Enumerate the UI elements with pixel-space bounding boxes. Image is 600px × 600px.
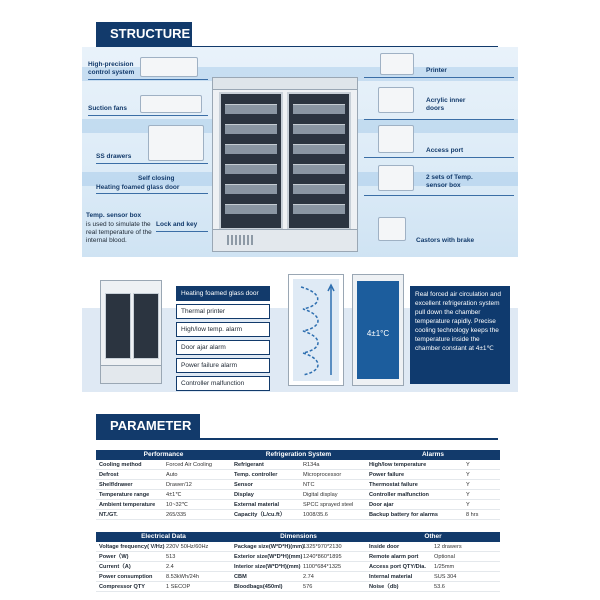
- table-row: [96, 460, 231, 470]
- param-label: Cooling method: [99, 462, 142, 468]
- feature-item: Thermal printer: [176, 304, 270, 319]
- table-row: [96, 542, 231, 552]
- param-value: SPCC sprayed steel: [303, 502, 354, 508]
- param-label: High/low temperature: [369, 462, 427, 468]
- label-suction-fans: Suction fans: [88, 105, 128, 112]
- param-label: Interior size(W*D*H)(mm): [234, 564, 301, 570]
- table-row: [231, 582, 366, 592]
- label-sensor-box: 2 sets of Temp. sensor box: [426, 174, 473, 189]
- callout-line: [156, 231, 208, 232]
- fridge-thumbnail: [100, 280, 162, 384]
- label-temp-box-desc: is used to simulate the real temperature of the internal blood.: [86, 221, 152, 244]
- table-row: [366, 510, 500, 520]
- callout-line: [364, 157, 514, 158]
- table-row: [231, 460, 366, 470]
- param-value: R134a: [303, 462, 320, 468]
- table-row: [366, 490, 500, 500]
- param-value: 2.4: [166, 564, 174, 570]
- fridge-left-door: [219, 92, 283, 230]
- structure-header: [96, 22, 498, 48]
- label-lock-key: Lock and key: [156, 221, 198, 228]
- param-value: 53.6: [434, 584, 445, 590]
- airflow-description: Real forced air circulation and excellent refrigeration system pull down the chamber temperature rapidly. Precise cooling technology keeps the temperature inside the chamber constant at 4±1℃: [410, 286, 510, 384]
- label-castors: Castors with brake: [416, 237, 475, 244]
- param-value: 220V 50Hz/60Hz: [166, 544, 209, 550]
- param-value: Auto: [166, 472, 178, 478]
- electrical-table: [96, 532, 231, 592]
- param-label: Controller malfunction: [369, 492, 429, 498]
- parameter-header: [96, 414, 498, 440]
- chamber-temp: 4±1°C: [366, 329, 390, 338]
- param-label: Noise（db): [369, 584, 399, 590]
- vent-grille: [227, 235, 253, 245]
- param-value: 1100*684*1325: [303, 564, 342, 570]
- airflow-arrows: [293, 279, 339, 381]
- param-value: NTC: [303, 482, 315, 488]
- table-row: [366, 500, 500, 510]
- param-label: Thermostat failure: [369, 482, 418, 488]
- param-value: 8.53kWh/24h: [166, 574, 199, 580]
- control-panel-image: [140, 57, 198, 77]
- param-value: SUS 304: [434, 574, 457, 580]
- table-row: [231, 542, 366, 552]
- table-row: [231, 480, 366, 490]
- structure-panel: [82, 47, 518, 257]
- ss-drawers-image: [148, 125, 204, 161]
- fridge-base: [213, 229, 357, 251]
- param-value: 1240*860*1895: [303, 554, 342, 560]
- param-label: Access port QTY/Dia.: [369, 564, 426, 570]
- feature-item: Heating foamed glass door: [176, 286, 270, 301]
- other-table: [366, 532, 500, 592]
- param-value: 12 drawers: [434, 544, 462, 550]
- callout-line: [96, 193, 208, 194]
- table-row: [366, 572, 500, 582]
- table-header: Alarms: [366, 450, 500, 460]
- param-value: Optional: [434, 554, 455, 560]
- table-row: [231, 572, 366, 582]
- dimensions-table: [231, 532, 366, 592]
- callout-line: [364, 77, 514, 78]
- fridge-top-panel: [213, 78, 357, 90]
- label-self-closing: Self closing: [138, 175, 175, 182]
- fridge-right-door: [133, 293, 159, 359]
- table-row: [96, 572, 231, 582]
- parameter-rule: [96, 438, 498, 440]
- param-label: Power failure: [369, 472, 405, 478]
- label-heating-glass: Heating foamed glass door: [96, 184, 180, 191]
- label-ss-drawers: SS drawers: [96, 153, 132, 160]
- param-label: Exterior size(W*D*H)(mm): [234, 554, 303, 560]
- table-row: [96, 510, 231, 520]
- feature-row: [82, 272, 518, 392]
- table-row: [96, 480, 231, 490]
- suction-fans-image: [140, 95, 202, 113]
- feature-item: Controller malfunction: [176, 376, 270, 391]
- refrigeration-table: [231, 450, 366, 520]
- label-high-precision: High-precision control system: [88, 61, 135, 76]
- param-value: Drawer/12: [166, 482, 192, 488]
- param-label: Current（A): [99, 564, 131, 570]
- callout-line: [88, 115, 208, 116]
- param-value: Forced Air Cooling: [166, 462, 213, 468]
- param-value: 10~32℃: [166, 502, 188, 508]
- param-label: Power consumption: [99, 574, 153, 580]
- param-label: Package size(W*D*H)(mm): [234, 544, 304, 550]
- param-value: Y: [466, 482, 470, 488]
- table-header: Performance: [96, 450, 231, 460]
- printer-image: [380, 53, 414, 75]
- param-value: Microprocessor: [303, 472, 342, 478]
- table-header: Refrigeration System: [231, 450, 366, 460]
- param-value: 1 SECOP: [166, 584, 191, 590]
- label-access-port: Access port: [426, 147, 464, 154]
- param-label: Remote alarm port: [369, 554, 419, 560]
- airflow-diagram: [288, 274, 344, 386]
- fridge-image: [212, 77, 358, 252]
- label-acrylic: Acrylic inner doors: [426, 97, 466, 112]
- param-value: 1008/35.6: [303, 512, 328, 518]
- param-label: Capacity（L/cu.ft）: [234, 512, 286, 518]
- param-value: Y: [466, 462, 470, 468]
- param-value: 576: [303, 584, 313, 590]
- feature-item: Door ajar alarm: [176, 340, 270, 355]
- table-row: [366, 470, 500, 480]
- param-label: Compressor QTY: [99, 584, 146, 590]
- param-label: Backup battery for alarms: [369, 512, 439, 518]
- table-row: [366, 552, 500, 562]
- param-value: Digital display: [303, 492, 338, 498]
- table-row: [231, 510, 366, 520]
- table-row: [96, 582, 231, 592]
- acrylic-door-image: [378, 87, 414, 113]
- performance-table: [96, 450, 231, 520]
- param-value: 265/335: [166, 512, 187, 518]
- table-row: [96, 552, 231, 562]
- callout-line: [364, 119, 514, 120]
- table-header: Electrical Data: [96, 532, 231, 542]
- param-label: Sensor: [234, 482, 253, 488]
- param-value: 2.74: [303, 574, 314, 580]
- param-label: NT./GT.: [99, 512, 118, 518]
- param-label: Power（W): [99, 554, 129, 560]
- table-header: Other: [366, 532, 500, 542]
- fridge-base: [101, 365, 161, 383]
- param-value: 1325*970*2130: [303, 544, 342, 550]
- param-label: Internal material: [369, 574, 413, 580]
- callout-line: [96, 163, 208, 164]
- table-row: [366, 582, 500, 592]
- feature-item: High/low temp. alarm: [176, 322, 270, 337]
- table-row: [231, 500, 366, 510]
- param-label: Ambient temperature: [99, 502, 156, 508]
- access-port-image: [378, 125, 414, 153]
- param-value: Y: [466, 472, 470, 478]
- param-value: 1/25mm: [434, 564, 455, 570]
- alarms-table: [366, 450, 500, 520]
- table-row: [96, 470, 231, 480]
- param-label: Bloodbags(450ml): [234, 584, 283, 590]
- chamber-diagram: [352, 274, 404, 386]
- param-value: 8 hrs: [466, 512, 479, 518]
- param-label: Display: [234, 492, 254, 498]
- param-label: Temperature range: [99, 492, 150, 498]
- param-value: 513: [166, 554, 176, 560]
- table-row: [96, 490, 231, 500]
- label-printer: Printer: [426, 67, 447, 74]
- param-value: Y: [466, 502, 470, 508]
- table-row: [231, 562, 366, 572]
- param-label: Door ajar: [369, 502, 394, 508]
- param-label: Voltage frequency( V/Hz): [99, 544, 165, 550]
- castor-image: [378, 217, 406, 241]
- table-row: [231, 470, 366, 480]
- param-label: Shelf/drawer: [99, 482, 133, 488]
- table-row: [366, 460, 500, 470]
- table-row: [231, 552, 366, 562]
- table-row: [366, 562, 500, 572]
- table-row: [366, 542, 500, 552]
- param-label: Defrost: [99, 472, 119, 478]
- feature-item: Power failure alarm: [176, 358, 270, 373]
- table-row: [231, 490, 366, 500]
- param-label: Refrigerant: [234, 462, 264, 468]
- param-value: Y: [466, 492, 470, 498]
- callout-line: [88, 79, 208, 80]
- label-temp-box-title: Temp. sensor box: [86, 212, 142, 219]
- sensor-box-image: [378, 165, 414, 191]
- structure-title: STRUCTURE: [96, 22, 192, 46]
- param-label: CBM: [234, 574, 247, 580]
- table-row: [96, 500, 231, 510]
- table-row: [96, 562, 231, 572]
- param-value: 4±1℃: [166, 492, 182, 498]
- table-header: Dimensions: [231, 532, 366, 542]
- parameter-title: PARAMETER: [96, 414, 200, 438]
- fridge-right-door: [287, 92, 351, 230]
- param-label: Temp. controller: [234, 472, 278, 478]
- fridge-left-door: [105, 293, 131, 359]
- table-row: [366, 480, 500, 490]
- param-label: Inside door: [369, 544, 400, 550]
- param-label: External material: [234, 502, 280, 508]
- callout-line: [364, 195, 514, 196]
